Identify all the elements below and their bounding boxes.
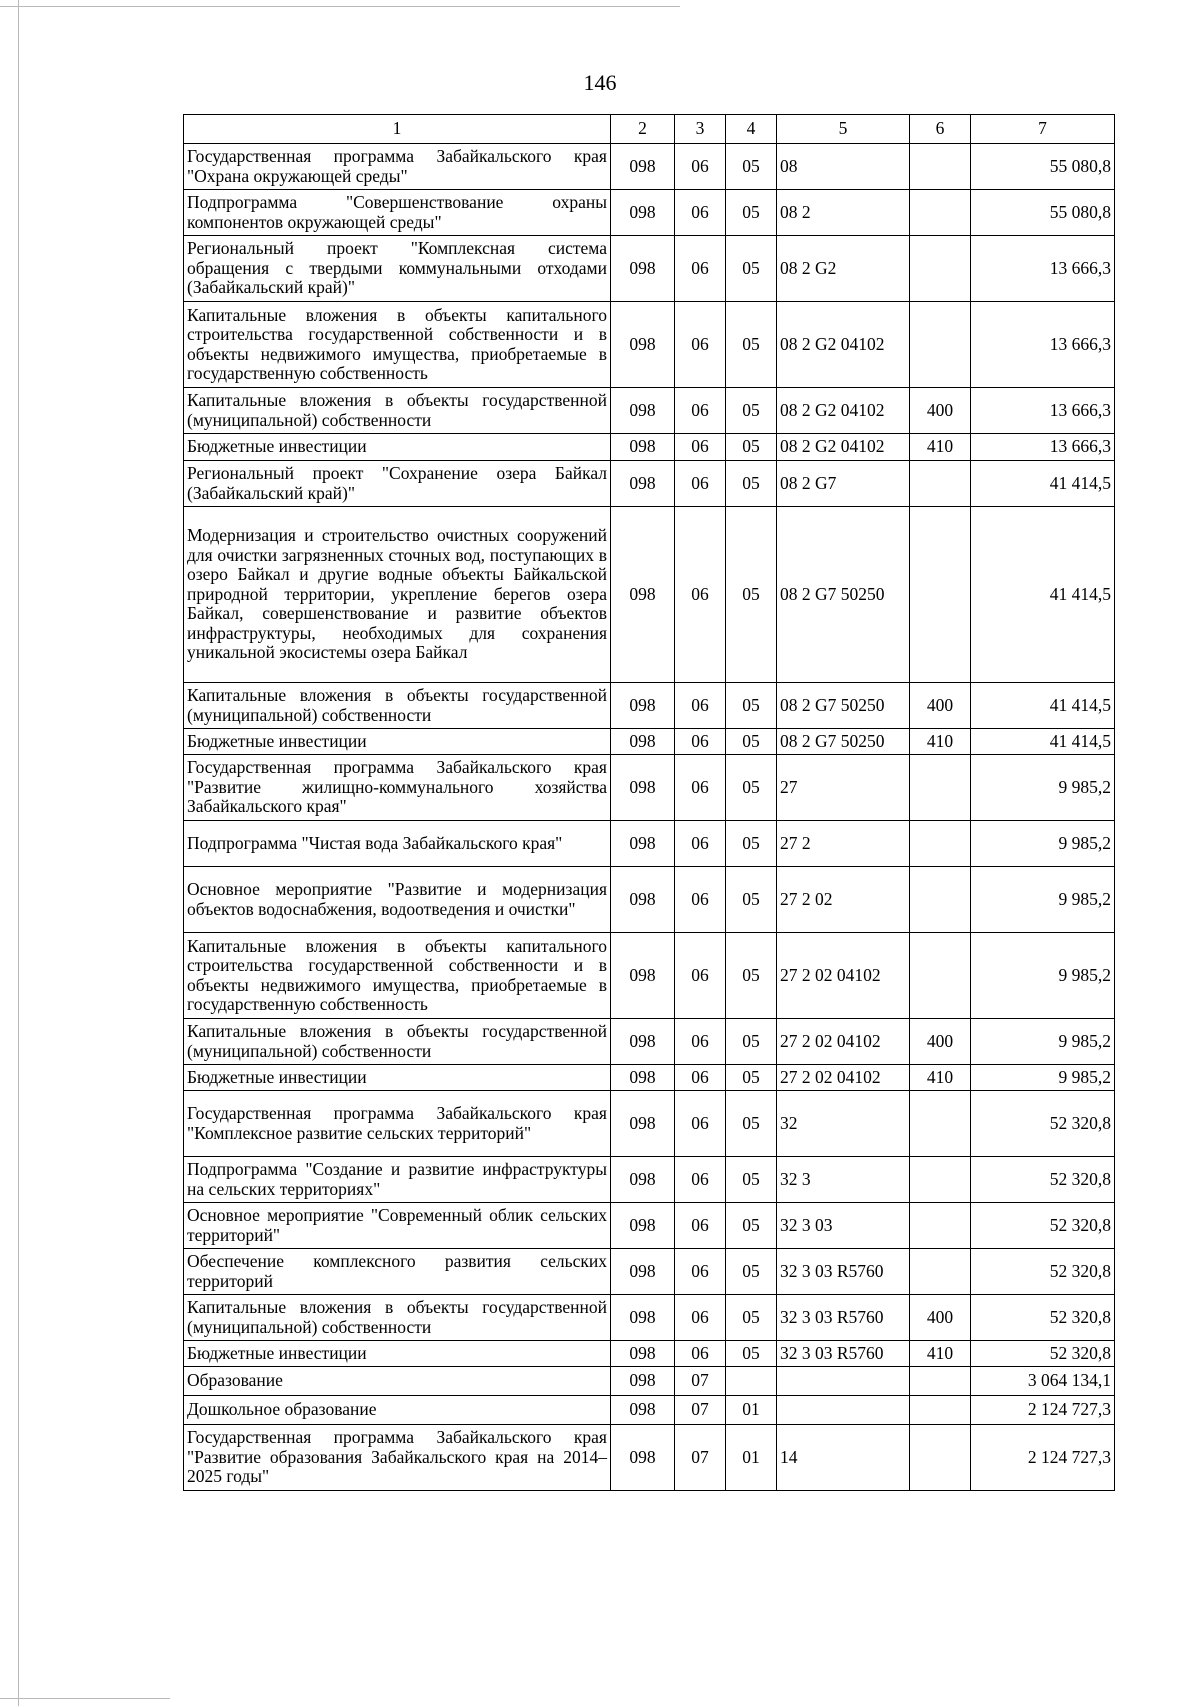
admin-code: 098: [611, 302, 675, 388]
subsection-code: 01: [726, 1425, 777, 1491]
amount: 52 320,8: [971, 1295, 1115, 1341]
table-row: [184, 1341, 1115, 1367]
subsection-code: 05: [726, 1065, 777, 1091]
admin-code: 098: [611, 1396, 675, 1425]
amount: 41 414,5: [971, 461, 1115, 507]
subsection-code: 05: [726, 507, 777, 683]
section-code: 07: [675, 1367, 726, 1396]
item-name: Подпрограмма "Чистая вода Забайкальского края": [184, 821, 611, 867]
subsection-code: 05: [726, 302, 777, 388]
target-article-code: 08 2 G2 04102: [777, 434, 910, 461]
subsection-code: 05: [726, 1341, 777, 1367]
admin-code: 098: [611, 507, 675, 683]
amount: 52 320,8: [971, 1203, 1115, 1249]
section-code: 06: [675, 144, 726, 190]
target-article-code: 32 3 03 R5760: [777, 1249, 910, 1295]
admin-code: 098: [611, 755, 675, 821]
table-row: [184, 1203, 1115, 1249]
target-article-code: 08 2: [777, 190, 910, 236]
amount: 9 985,2: [971, 867, 1115, 933]
section-code: 06: [675, 1019, 726, 1065]
target-article-code: 27 2: [777, 821, 910, 867]
section-code: 06: [675, 683, 726, 729]
admin-code: 098: [611, 867, 675, 933]
header-row: [184, 115, 1115, 144]
amount: 13 666,3: [971, 434, 1115, 461]
amount: 13 666,3: [971, 302, 1115, 388]
target-article-code: 32 3: [777, 1157, 910, 1203]
table-row: [184, 507, 1115, 683]
expense-type-code: 400: [910, 1295, 971, 1341]
expense-type-code: [910, 302, 971, 388]
item-name: Основное мероприятие "Развитие и модернизация объектов водоснабжения, водоотведения и очистки": [184, 867, 611, 933]
expense-type-code: [910, 190, 971, 236]
table-row: [184, 1249, 1115, 1295]
table-row: [184, 1396, 1115, 1425]
subsection-code: 05: [726, 434, 777, 461]
admin-code: 098: [611, 1203, 675, 1249]
subsection-code: 05: [726, 190, 777, 236]
target-article-code: 27 2 02 04102: [777, 933, 910, 1019]
expense-type-code: 400: [910, 388, 971, 434]
amount: 2 124 727,3: [971, 1425, 1115, 1491]
amount: 9 985,2: [971, 1065, 1115, 1091]
item-name: Капитальные вложения в объекты капитального строительства государственной собственности и в объекты недвижимого имущества, приобретаемые в государственную собственность: [184, 933, 611, 1019]
admin-code: 098: [611, 1341, 675, 1367]
expense-type-code: 410: [910, 729, 971, 755]
table-row: [184, 190, 1115, 236]
table-row: [184, 867, 1115, 933]
item-name: Капитальные вложения в объекты государственной (муниципальной) собственности: [184, 388, 611, 434]
target-article-code: 08 2 G7 50250: [777, 683, 910, 729]
section-code: 06: [675, 1091, 726, 1157]
admin-code: 098: [611, 1249, 675, 1295]
column-header-6: 6: [910, 115, 971, 144]
expense-type-code: [910, 1091, 971, 1157]
section-code: 06: [675, 1065, 726, 1091]
section-code: 06: [675, 434, 726, 461]
section-code: 06: [675, 867, 726, 933]
subsection-code: 05: [726, 1019, 777, 1065]
subsection-code: 05: [726, 388, 777, 434]
target-article-code: 14: [777, 1425, 910, 1491]
expense-type-code: [910, 236, 971, 302]
amount: 41 414,5: [971, 683, 1115, 729]
admin-code: 098: [611, 461, 675, 507]
scan-edge-top: [0, 6, 680, 7]
amount: 55 080,8: [971, 144, 1115, 190]
amount: 2 124 727,3: [971, 1396, 1115, 1425]
section-code: 07: [675, 1396, 726, 1425]
amount: 41 414,5: [971, 729, 1115, 755]
section-code: 06: [675, 1341, 726, 1367]
table-row: [184, 434, 1115, 461]
table-row: [184, 302, 1115, 388]
item-name: Образование: [184, 1367, 611, 1396]
expense-type-code: 400: [910, 683, 971, 729]
table-row: [184, 461, 1115, 507]
section-code: 06: [675, 933, 726, 1019]
column-header-7: 7: [971, 115, 1115, 144]
table-row: [184, 933, 1115, 1019]
table-row: [184, 1295, 1115, 1341]
item-name: Капитальные вложения в объекты государственной (муниципальной) собственности: [184, 1295, 611, 1341]
target-article-code: 27 2 02 04102: [777, 1065, 910, 1091]
expense-type-code: 410: [910, 434, 971, 461]
section-code: 06: [675, 1249, 726, 1295]
subsection-code: [726, 1367, 777, 1396]
expense-type-code: 410: [910, 1065, 971, 1091]
section-code: 06: [675, 302, 726, 388]
subsection-code: 05: [726, 461, 777, 507]
admin-code: 098: [611, 1295, 675, 1341]
target-article-code: [777, 1367, 910, 1396]
expense-type-code: 400: [910, 1019, 971, 1065]
amount: 9 985,2: [971, 1019, 1115, 1065]
table-row: [184, 755, 1115, 821]
admin-code: 098: [611, 236, 675, 302]
admin-code: 098: [611, 1157, 675, 1203]
amount: 13 666,3: [971, 236, 1115, 302]
expense-type-code: [910, 461, 971, 507]
expense-type-code: [910, 1396, 971, 1425]
subsection-code: 05: [726, 1249, 777, 1295]
expense-type-code: [910, 755, 971, 821]
budget-table: [183, 114, 1115, 1491]
expense-type-code: [910, 1367, 971, 1396]
section-code: 06: [675, 236, 726, 302]
item-name: Модернизация и строительство очистных сооружений для очистки загрязненных сточных вод, поступающих в озеро Байкал и другие водные объекты Байкальской природной территории, укрепление берегов озера Байкал, совершенствование и развитие объектов инфраструктуры, необходимых для сохранения уникальной экосистемы озера Байкал: [184, 507, 611, 683]
amount: 52 320,8: [971, 1249, 1115, 1295]
amount: 52 320,8: [971, 1157, 1115, 1203]
item-name: Подпрограмма "Создание и развитие инфраструктуры на сельских территориях": [184, 1157, 611, 1203]
admin-code: 098: [611, 388, 675, 434]
target-article-code: [777, 1396, 910, 1425]
section-code: 06: [675, 1157, 726, 1203]
section-code: 06: [675, 388, 726, 434]
column-header-1: 1: [184, 115, 611, 144]
section-code: 06: [675, 461, 726, 507]
target-article-code: 32 3 03 R5760: [777, 1295, 910, 1341]
column-header-3: 3: [675, 115, 726, 144]
item-name: Дошкольное образование: [184, 1396, 611, 1425]
amount: 52 320,8: [971, 1341, 1115, 1367]
item-name: Подпрограмма "Совершенствование охраны компонентов окружающей среды": [184, 190, 611, 236]
target-article-code: 32 3 03 R5760: [777, 1341, 910, 1367]
item-name: Бюджетные инвестиции: [184, 1065, 611, 1091]
expense-type-code: [910, 144, 971, 190]
subsection-code: 05: [726, 144, 777, 190]
expense-type-code: [910, 1425, 971, 1491]
item-name: Бюджетные инвестиции: [184, 729, 611, 755]
subsection-code: 05: [726, 1157, 777, 1203]
section-code: 06: [675, 755, 726, 821]
table-row: [184, 236, 1115, 302]
subsection-code: 05: [726, 729, 777, 755]
item-name: Региональный проект "Сохранение озера Байкал (Забайкальский край)": [184, 461, 611, 507]
table-row: [184, 1367, 1115, 1396]
target-article-code: 27: [777, 755, 910, 821]
table-row: [184, 1425, 1115, 1491]
admin-code: 098: [611, 1425, 675, 1491]
section-code: 06: [675, 190, 726, 236]
column-header-5: 5: [777, 115, 910, 144]
subsection-code: 05: [726, 1091, 777, 1157]
subsection-code: 05: [726, 867, 777, 933]
subsection-code: 05: [726, 1295, 777, 1341]
table-row: [184, 1019, 1115, 1065]
target-article-code: 08: [777, 144, 910, 190]
item-name: Обеспечение комплексного развития сельских территорий: [184, 1249, 611, 1295]
section-code: 06: [675, 1203, 726, 1249]
table-row: [184, 683, 1115, 729]
subsection-code: 01: [726, 1396, 777, 1425]
expense-type-code: [910, 1249, 971, 1295]
section-code: 06: [675, 507, 726, 683]
table-row: [184, 144, 1115, 190]
expense-type-code: [910, 1157, 971, 1203]
target-article-code: 32 3 03: [777, 1203, 910, 1249]
table-row: [184, 388, 1115, 434]
admin-code: 098: [611, 190, 675, 236]
item-name: Капитальные вложения в объекты государственной (муниципальной) собственности: [184, 683, 611, 729]
expense-type-code: [910, 933, 971, 1019]
amount: 3 064 134,1: [971, 1367, 1115, 1396]
target-article-code: 08 2 G7: [777, 461, 910, 507]
item-name: Бюджетные инвестиции: [184, 1341, 611, 1367]
subsection-code: 05: [726, 933, 777, 1019]
target-article-code: 08 2 G2 04102: [777, 388, 910, 434]
expense-type-code: [910, 821, 971, 867]
item-name: Капитальные вложения в объекты государственной (муниципальной) собственности: [184, 1019, 611, 1065]
amount: 9 985,2: [971, 933, 1115, 1019]
expense-type-code: 410: [910, 1341, 971, 1367]
column-header-2: 2: [611, 115, 675, 144]
target-article-code: 08 2 G2 04102: [777, 302, 910, 388]
table-row: [184, 1065, 1115, 1091]
amount: 13 666,3: [971, 388, 1115, 434]
target-article-code: 08 2 G7 50250: [777, 507, 910, 683]
item-name: Капитальные вложения в объекты капитального строительства государственной собственности и в объекты недвижимого имущества, приобретаемые в государственную собственность: [184, 302, 611, 388]
admin-code: 098: [611, 1091, 675, 1157]
target-article-code: 27 2 02: [777, 867, 910, 933]
admin-code: 098: [611, 933, 675, 1019]
subsection-code: 05: [726, 821, 777, 867]
admin-code: 098: [611, 144, 675, 190]
section-code: 06: [675, 821, 726, 867]
subsection-code: 05: [726, 755, 777, 821]
column-header-4: 4: [726, 115, 777, 144]
target-article-code: 32: [777, 1091, 910, 1157]
table-row: [184, 1091, 1115, 1157]
target-article-code: 27 2 02 04102: [777, 1019, 910, 1065]
subsection-code: 05: [726, 683, 777, 729]
amount: 9 985,2: [971, 821, 1115, 867]
section-code: 06: [675, 1295, 726, 1341]
table-row: [184, 729, 1115, 755]
amount: 41 414,5: [971, 507, 1115, 683]
admin-code: 098: [611, 1065, 675, 1091]
item-name: Государственная программа Забайкальского края "Развитие образования Забайкальского края на 2014–2025 годы": [184, 1425, 611, 1491]
admin-code: 098: [611, 1367, 675, 1396]
expense-type-code: [910, 507, 971, 683]
amount: 55 080,8: [971, 190, 1115, 236]
amount: 52 320,8: [971, 1091, 1115, 1157]
section-code: 06: [675, 729, 726, 755]
item-name: Региональный проект "Комплексная система обращения с твердыми коммунальными отходами (Забайкальский край)": [184, 236, 611, 302]
target-article-code: 08 2 G7 50250: [777, 729, 910, 755]
target-article-code: 08 2 G2: [777, 236, 910, 302]
admin-code: 098: [611, 683, 675, 729]
item-name: Бюджетные инвестиции: [184, 434, 611, 461]
section-code: 07: [675, 1425, 726, 1491]
admin-code: 098: [611, 434, 675, 461]
scan-edge-bottom: [0, 1698, 170, 1699]
table-row: [184, 821, 1115, 867]
admin-code: 098: [611, 729, 675, 755]
item-name: Государственная программа Забайкальского края "Развитие жилищно-коммунального хозяйства Забайкальского края": [184, 755, 611, 821]
item-name: Государственная программа Забайкальского края "Комплексное развитие сельских территорий": [184, 1091, 611, 1157]
amount: 9 985,2: [971, 755, 1115, 821]
expense-type-code: [910, 1203, 971, 1249]
subsection-code: 05: [726, 236, 777, 302]
scan-edge-left: [18, 0, 19, 1706]
page-number: 146: [583, 70, 617, 95]
admin-code: 098: [611, 821, 675, 867]
item-name: Государственная программа Забайкальского края "Охрана окружающей среды": [184, 144, 611, 190]
expense-type-code: [910, 867, 971, 933]
admin-code: 098: [611, 1019, 675, 1065]
item-name: Основное мероприятие "Современный облик сельских территорий": [184, 1203, 611, 1249]
subsection-code: 05: [726, 1203, 777, 1249]
table-row: [184, 1157, 1115, 1203]
